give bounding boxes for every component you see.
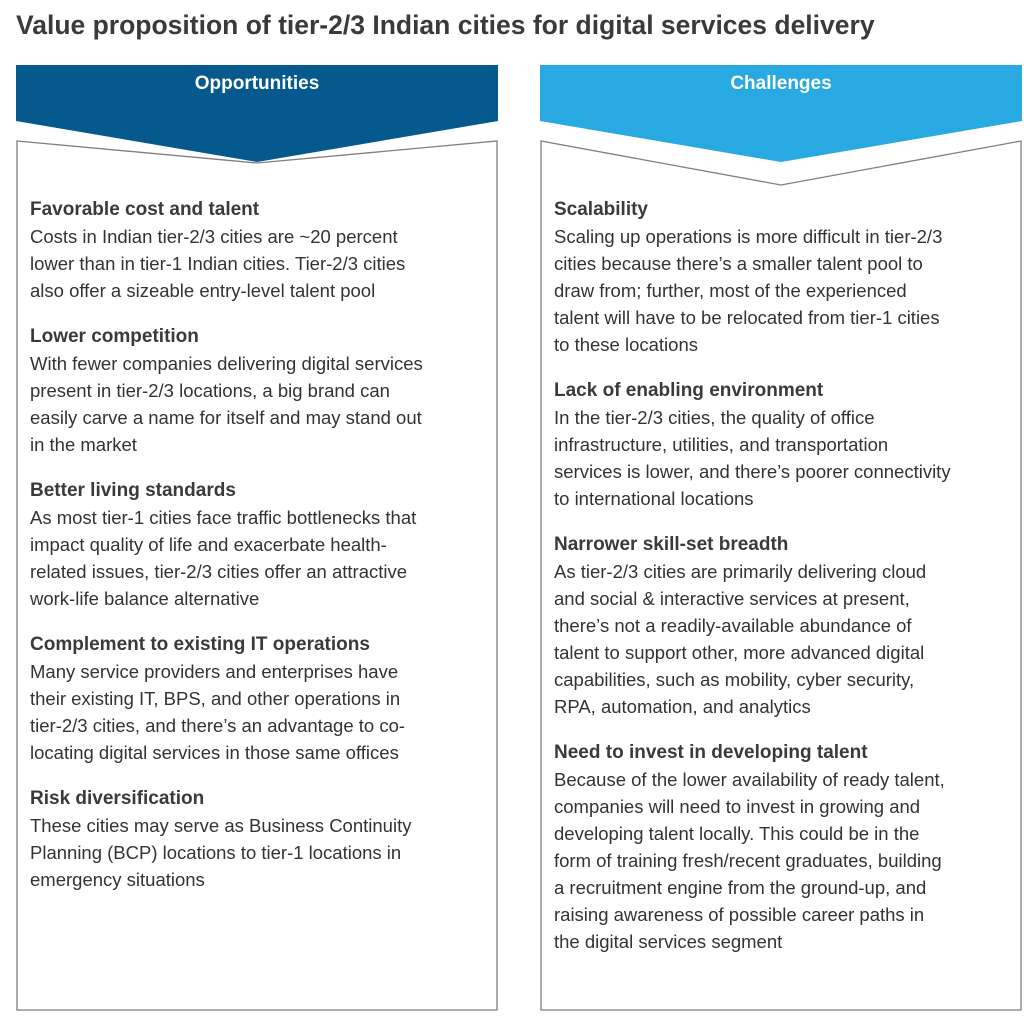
challenges-item-line: RPA, automation, and analytics [554,696,811,717]
challenges-item [554,531,1024,720]
opportunities-item-line: lower than in tier-1 Indian cities. Tier-2/3 cities [30,253,406,274]
opportunities-item-line: Many service providers and enterprises have [30,661,399,682]
opportunities-item-body [30,223,492,304]
opportunities-item-body [30,350,492,458]
opportunities-item-line: locating digital services in those same offices [30,742,399,763]
challenges-item-body [554,404,1024,512]
opportunities-item-line: Planning (BCP) locations to tier-1 locations in [30,842,402,863]
opportunities-item-line: tier-2/3 cities, and there’s an advantage to co- [30,715,406,736]
challenges-item-line: developing talent locally. This could be in the [554,823,920,844]
challenges-item [554,377,1024,512]
opportunities-item-line: easily carve a name for itself and may stand out [30,407,422,428]
challenges-header: Challenges [730,73,832,94]
opportunities-header: Opportunities [194,73,320,94]
opportunities-item [30,196,492,304]
challenges-item-title: Scalability [554,199,648,220]
opportunities-item [30,477,492,612]
opportunities-item-line: These cities may serve as Business Continuity [30,815,412,836]
opportunities-item-title: Lower competition [30,326,199,347]
opportunities-item-line: As most tier-1 cities face traffic bottlenecks that [30,507,417,528]
challenges-item-body [554,223,1024,358]
challenges-item-line: In the tier-2/3 cities, the quality of office [554,407,875,428]
challenges-list [554,196,1024,974]
opportunities-item-body [30,658,492,766]
challenges-item-line: services is lower, and there’s poorer connectivity [554,461,951,482]
challenges-item-line: to international locations [554,488,754,509]
opportunities-item [30,631,492,766]
opportunities-item [30,785,492,893]
opportunities-item-line: present in tier-2/3 locations, a big brand can [30,380,390,401]
challenges-item-line: talent will have to be relocated from tier-1 cities [554,307,940,328]
challenges-item [554,739,1024,955]
opportunities-item [30,323,492,458]
challenges-item-line: companies will need to invest in growing and [554,796,921,817]
challenges-column [540,65,1022,1011]
page-title: Value proposition of tier-2/3 Indian cities for digital services delivery [16,10,875,40]
challenges-item-title: Narrower skill-set breadth [554,534,789,555]
challenges-item-body [554,558,1024,720]
opportunities-item-line: impact quality of life and exacerbate health- [30,534,387,555]
opportunities-item-title: Better living standards [30,480,236,501]
opportunities-item-line: related issues, tier-2/3 cities offer an attractive [30,561,408,582]
challenges-item-line: and social & interactive services at present, [554,588,910,609]
opportunities-item-title: Risk diversification [30,788,205,809]
opportunities-item-line: also offer a sizeable entry-level talent pool [30,280,376,301]
challenges-item-line: to these locations [554,334,698,355]
opportunities-item-title: Favorable cost and talent [30,199,260,220]
challenges-item-title: Lack of enabling environment [554,380,824,401]
opportunities-item-line: With fewer companies delivering digital services [30,353,423,374]
challenges-item-body [554,766,1024,955]
challenges-item-line: talent to support other, more advanced digital [554,642,925,663]
opportunities-item-line: in the market [30,434,137,455]
challenges-item-line: Scaling up operations is more difficult in tier-2/3 [554,226,943,247]
challenges-item-line: Because of the lower availability of ready talent, [554,769,945,790]
opportunities-item-title: Complement to existing IT operations [30,634,370,655]
opportunities-item-body [30,812,492,893]
challenges-item-line: draw from; further, most of the experienced [554,280,907,301]
opportunities-item-body [30,504,492,612]
opportunities-item-line: their existing IT, BPS, and other operations in [30,688,401,709]
opportunities-list [30,196,492,912]
challenges-item-title: Need to invest in developing talent [554,742,868,763]
challenges-item-line: form of training fresh/recent graduates, building [554,850,942,871]
challenges-item-line: As tier-2/3 cities are primarily delivering cloud [554,561,927,582]
challenges-item-line: capabilities, such as mobility, cyber security, [554,669,915,690]
challenges-item [554,196,1024,358]
opportunities-column [16,65,498,1011]
challenges-item-line: a recruitment engine from the ground-up, and [554,877,927,898]
challenges-item-line: the digital services segment [554,931,783,952]
opportunities-item-line: work-life balance alternative [30,588,260,609]
opportunities-item-line: Costs in Indian tier-2/3 cities are ~20 percent [30,226,398,247]
opportunities-item-line: emergency situations [30,869,205,890]
challenges-item-line: there’s not a readily-available abundance of [554,615,912,636]
challenges-item-line: raising awareness of possible career paths in [554,904,925,925]
challenges-item-line: cities because there’s a smaller talent pool to [554,253,923,274]
challenges-item-line: infrastructure, utilities, and transportation [554,434,889,455]
